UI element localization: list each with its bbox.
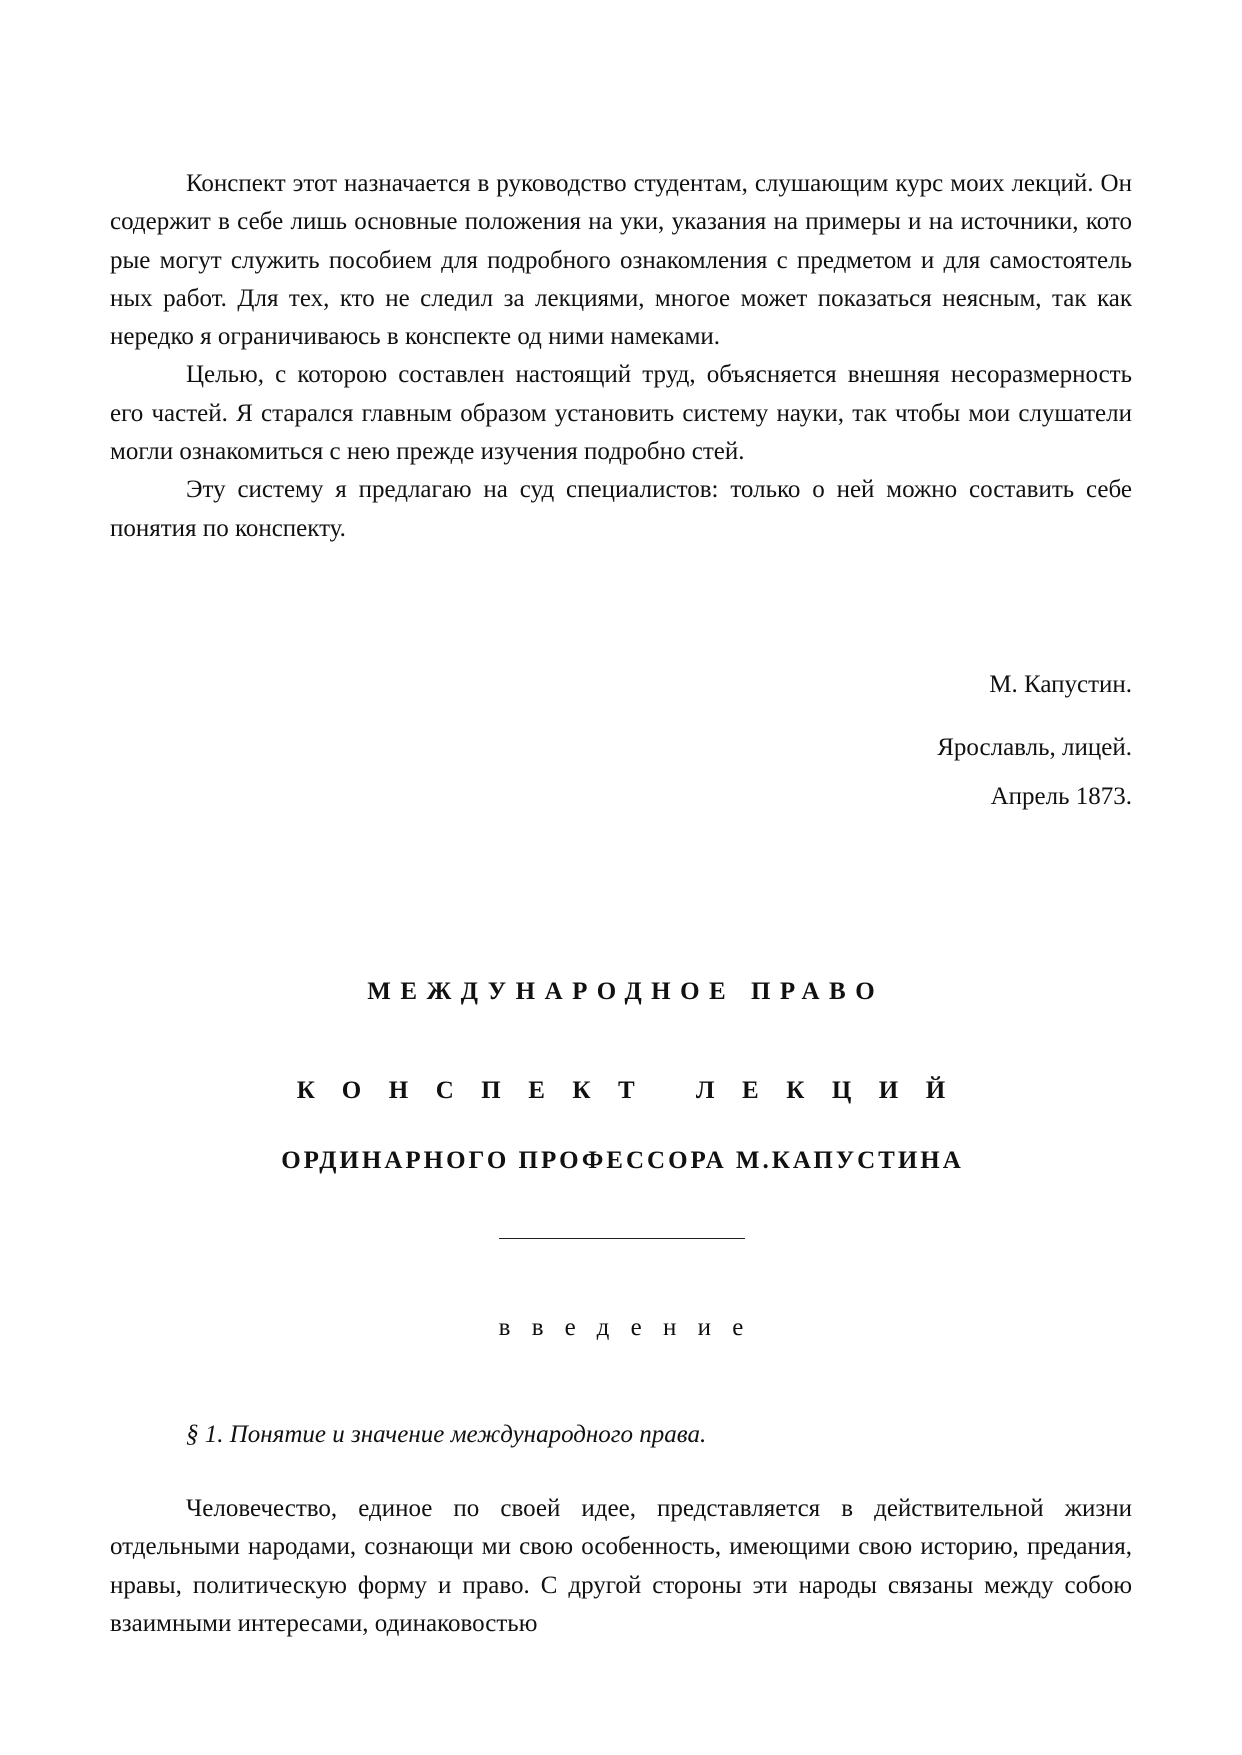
title-divider [499, 1238, 745, 1239]
book-subtitle: КОНСПЕКТ ЛЕКЦИЙ [296, 1077, 973, 1104]
preface [110, 165, 1132, 548]
book-author-line: ОРДИНАРНОГО ПРОФЕССОРА М.КАПУСТИНА [281, 1147, 964, 1174]
section-body [110, 1490, 1132, 1643]
preface-paragraph-2: Целью, с которою составлен настоящий труд, объясняется внешняя несоразмерность его частей. Я старался главным образом установить систему науки, так чтобы мои слушатели могли ознакомиться с нею прежде изучения подробно стей. [110, 361, 1132, 466]
section-title: § 1. Понятие и значение международного права. [186, 1421, 707, 1448]
signature-author: М. Капустин. [989, 671, 1132, 698]
introduction-label: введение [498, 1314, 765, 1341]
preface-paragraph-1: Конспект этот назначается в руководство студентам, слушающим курс моих лекций. Он содержит в себе лишь основные положения на уки, указания на примеры и на источники, кото рые могут служить пособием для подробного ознакомления с предметом и для самостоятель ных работ. Для тех, кто не следил за лекциями, многое может показаться неясным, так как нередко я ограничиваюсь в конспекте од ними намеками. [110, 170, 1132, 351]
signature-date: Апрель 1873. [990, 783, 1132, 810]
preface-paragraph-3: Эту систему я предлагаю на суд специалистов: только о ней можно составить себе понятия по конспекту. [110, 476, 1132, 542]
signature-place: Ярославль, лицей. [937, 734, 1132, 761]
book-title: МЕЖДУНАРОДНОЕ ПРАВО [367, 978, 885, 1005]
section-paragraph: Человечество, единое по своей идее, представляется в действительной жизни отдельными народами, сознающи ми свою особенность, имеющими свою историю, предания, нравы, политическую форму и право. С другой стороны эти народы связаны между собою взаимными интересами, одинаковостью [110, 1495, 1132, 1637]
